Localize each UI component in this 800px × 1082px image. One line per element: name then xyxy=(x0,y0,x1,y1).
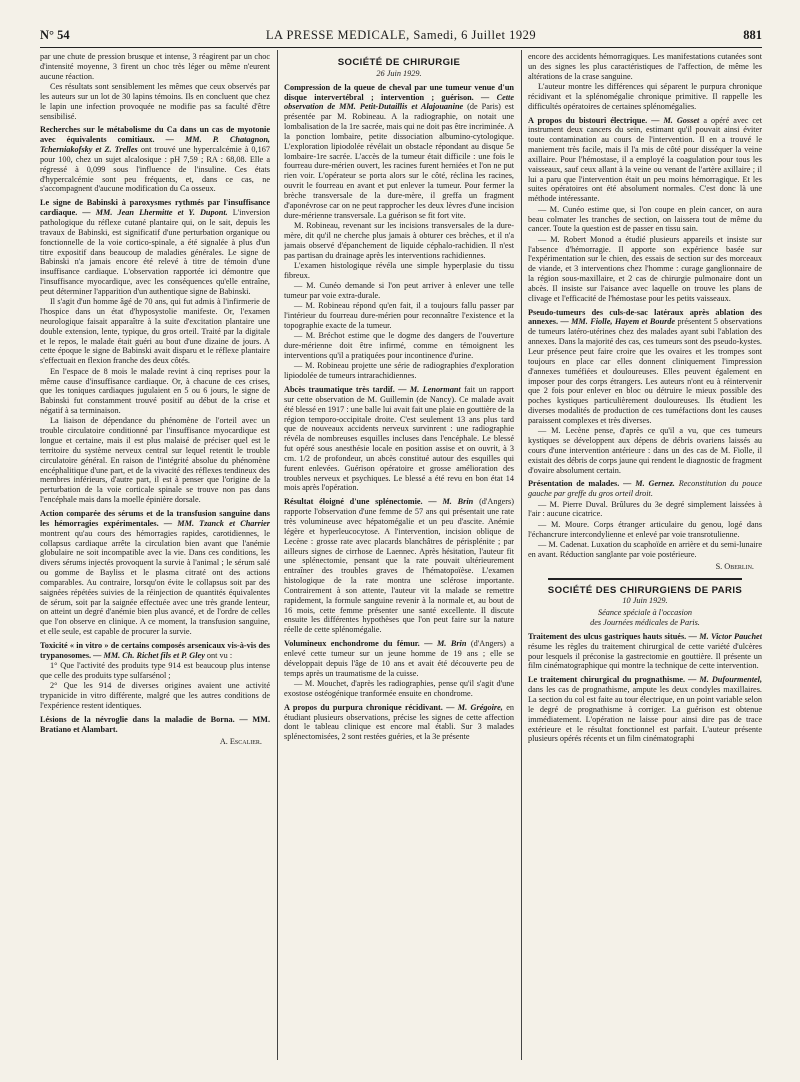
paragraph: — M. Cadenat. Luxation du scaphoïde en arrière et du semi-lunaire en avant. Réduction sanglante par voie postérieure. xyxy=(528,540,762,559)
article-prognathisme xyxy=(528,675,762,744)
article-authors: — MM. Fiolle, Hayem et Bourde xyxy=(560,317,676,327)
paragraph: Il s'agit d'un homme âgé de 70 ans, qui fut admis à l'infirmerie de l'hospice dans un état d'hyposystolie manifeste. Or, l'examen neurologique faisait apparaître à la suite d'excitation plantaire une double extension, lente, typique, du gros orteil. Traité par la digitale et le repos, le malade était guéri au bout d'une dizaine de jours. A cette époque le signe de Babinski avait disparu et le réflexe plantaire s'effectuait en flexion franche des deux côtés. xyxy=(40,297,270,366)
article-text: L'inversion pathologique du réflexe cutané plantaire qui, on le sait, depuis les travaux de Babinski, est significatif d'une perturbation organique ou fonctionnelle de la voie cortico-spinale, a été signalée à plus d'un titre expositif dans beaucoup de maladies générales. Le signe de Babinski n'a jamais encore été relevé à titre de témoin d'une insuffisance cardiaque. L'observation rapportée ici démontre que l'insuffisance myocardique, avec les conséquences qu'elle entraîne, peut déterminer l'apparition d'un authentique signe de Babinski. xyxy=(40,208,270,296)
article-title: Compression de la queue de cheval par une tumeur venue d'un disque intervertébral ; intervention ; guérison. xyxy=(284,82,514,102)
paragraph: — M. Robert Monod a étudié plusieurs appareils et insiste sur l'absence d'hémorragie. Il apporte son expérience basée sur l'expérimentation sur le chien, des essais de section sur des morceaux de viande, et 3 interventions chez l'homme : curage ganglionnaire de la région sous-maxillaire, et 2 cas de chirurgie pulmonaire dont un abcès. Il insiste sur l'aisance avec laquelle on trouve les plans de clivage et l'efficacité de l'hémostase pour les petits vaisseaux. xyxy=(528,234,762,303)
column-1 xyxy=(40,52,270,1062)
article-text: (de Paris) est présentée par M. Robineau. A la radiographie, on notait une lombalisation de la 1re sacrée, mais qui ne doit pas être incriminée. A la ponction lombaire, petite dissociation albumino-cytologique. L'exploration lipiodolée révélait un obstacle répondant au disque 5e lombaire-1re sacrée. L'accès de la tumeur était difficile : une fois le fourreau dure-mérien ouvert, les racines furent herniées et l'on ne put rien voir. L'opérateur se porta alors sur le côté, réclina les racines, ouvrit le fourreau en avant et put enlever la tumeur. Pour fermer la brèche transversale de la dure-mère, il greffa un fragment d'aponévrose car on ne peut rapprocher les deux lèvres d'une incision dure-mérienne transversale. La guérison se fit fort vite. xyxy=(284,102,514,220)
page-header xyxy=(40,28,762,44)
session-subtitle: des Journées médicales de Paris. xyxy=(590,618,700,628)
article-title: A propos du purpura chronique récidivant. xyxy=(284,702,443,712)
page-number: 881 xyxy=(743,28,762,42)
issue-number: N° 54 xyxy=(40,28,70,42)
session-date: 26 Juin 1929. xyxy=(376,68,422,78)
paragraph: — M. Cunéo estime que, si l'on coupe en plein cancer, on aura beau colmater les tranches de section, on laissera tout de même du cancer. Toute la question est de passer en tissu sain. xyxy=(528,204,762,234)
article-text: présentent 5 observations de tumeurs latéro-utérines chez des malades ayant subi l'ablation des annexes. Dans la majorité des cas, ces tumeurs sont des pseudo-kystes. Leur présence peut faire croire que les ovaires et les trompes sont toujours en place car elles donnent cliniquement l'impression d'annexes tuméfiées et douloureuses. Elles peuvent également en imposer pour des corps étrangers. Les auteurs n'ont eu à réintervenir que 2 fois pour enlever en bloc ou détruire le mieux possible des poches kystiques particulièrement douloureuses. Ils étudient les diverses modalités de production de ces tuméfactions dont les causes paraissent complexes et très diverses. xyxy=(528,317,762,425)
article-title: Toxicité « in vitro » de certains composés arsenicaux vis-à-vis des trypanosomes. xyxy=(40,640,270,660)
article-abces xyxy=(284,385,514,493)
article-title: Le traitement chirurgical du prognathisme. xyxy=(528,675,686,685)
article-authors: — MM. Bratiano et Alambart. xyxy=(40,714,270,734)
article-authors: — MM. Tzanck et Charrier xyxy=(163,518,270,528)
society-heading: SOCIÉTÉ DES CHIRURGIENS DE PARIS xyxy=(547,584,743,596)
article-authors: — M. Victor Pauchet xyxy=(688,631,762,641)
section-divider xyxy=(548,578,742,580)
article-toxicite xyxy=(40,641,270,661)
paragraph: — M. Robineau répond qu'en fait, il a toujours fallu passer par l'intérieur du fourreau dure-mérien pour reconnaître l'existence et la topographie exacte de la tumeur. xyxy=(284,301,514,330)
paragraph: — M. Cunéo demande si l'on peut arriver à enlever une telle tumeur par voie extra-durale. xyxy=(284,281,514,300)
article-bistouri xyxy=(528,116,762,205)
list-item: 1° Que l'activité des produits type 914 est beaucoup plus intense que celle des produits type sulfarsénol ; xyxy=(40,661,270,680)
article-text: dans les cas de prognathisme, ampute les deux condyles maxillaires. La section du col est faite au tour électrique, en un point variable selon le degré de prognathisme à corriger. La guérison est obtenue immédiatement. L'opération ne laisse pour ainsi dire pas de trace extérieure et le résultat fonctionnel est parfait. L'auteur présente plusieurs opérés récents et un film cinématographi xyxy=(528,685,762,744)
article-authors: — M. Dufourmentel, xyxy=(688,675,762,685)
article-ulcus xyxy=(528,632,762,671)
article-babinski xyxy=(40,198,270,296)
session-date: 10 Juin 1929. xyxy=(622,596,668,606)
article-authors: — M. Gernez. xyxy=(623,479,675,489)
article-purpura xyxy=(284,703,514,742)
article-text: fait un rapport sur cette observation de M. Guillemin (de Nancy). Ce malade avait été blessé en 1917 : une balle lui avait fait une plaie en gouttière de la région temporo-occipitale droite. C'est seulement 13 ans plus tard que de nouveaux accidents nerveux survinrent : une radiographie révéla de nombreuses esquilles incluses dans l'encéphale. Le blessé fut opéré sous anesthésie locale en position assise et on ouvrit, à 3 cm. 1/2 de profondeur, un abcès constitué autour des esquilles qui furent enlevées. Guérison opératoire et grosse amélioration des troubles nerveux et psychiques. Le blessé a été revu en bon état 14 mois après l'opération. xyxy=(284,385,514,493)
article-text: ont trouvé une hypercalcémie à 0,167 pour 100, chez un sujet alcalosique : pH 7,59 ; RA : 68,08. Elle a régressé à 0,099 sous l'influence de l'insuline. Ces états d'hypercalcémie sont peu fréquents, et, dans ce cas, ne s'accompagnent d'aucune modification du Ca osseux. xyxy=(40,145,270,194)
article-title: Volumineux enchondrome du fémur. xyxy=(284,639,420,649)
paragraph: — M. Mouchet, d'après les radiographies, pense qu'il s'agit d'une exostose ostéogénique tranformée ensuite en chondrome. xyxy=(284,678,514,698)
article-authors: — MM. Jean Lhermitte et Y. Dupont. xyxy=(82,208,228,218)
article-title: Présentation de malades. xyxy=(528,479,620,489)
article-text: résume les règles du traitement chirurgical de cette variété d'ulcères pour lesquels il préconise la gastrectomie en gouttière. Il présente un film cinématographique qui montre la technique de cette intervention. xyxy=(528,641,762,671)
article-serums xyxy=(40,509,270,637)
article-calcium xyxy=(40,125,270,194)
article-title: Abcès traumatique très tardif. xyxy=(284,385,395,394)
paragraph: — M. Robineau projette une série de radiographies d'exploration lipiodolée de tumeurs intrarachidiennes. xyxy=(284,361,514,381)
article-title: Résultat éloigné d'une splénectomie. xyxy=(284,497,423,507)
paragraph: Ces résultats sont sensiblement les mêmes que ceux observés par les auteurs sur un lot de 30 lapins témoins. Ils en concluent que chez le lapin une infection provoquée ne modifie pas sa faculté d'être sensibilisé. xyxy=(40,82,270,121)
journal-title: LA PRESSE MEDICALE, Samedi, 6 Juillet 1929 xyxy=(265,28,537,42)
article-title: Lésions de la névroglie dans la maladie de Borna. xyxy=(40,714,235,724)
article-text: (d'Angers) a enlevé cette tumeur sur un jeune homme de 19 ans ; elle se développait depuis l'âge de 10 ans et avait été découverte peu de temps après un traumatisme de la cuisse. xyxy=(284,639,514,678)
article-text: (d'Angers) rapporte l'observation d'une femme de 57 ans qui présentait une rate très volumineuse avec hépatomégalie et un peu d'ascite. Anémie légère et hyperleucocytose. A l'intervention, incision oblique de Lecène : grosse rate avec placards blanchâtres de périsplénite ; par ailleurs signes de cirrhose de Laennec. Après hésitation, l'auteur fit une splénectomie, pensant que la rate pouvait ultérieurement entraîner des troubles graves de l'hématopoïèse. L'examen histologique de la rate montra une sclérose importante. Contrairement à son attente, l'auteur vit la malade se remettre rapidement, la formule sanguine revenir à la normale et, au bout de 16 mois, cette femme présenter une santé excellente. Il discute ensuite les différentes hypothèses que l'on peut faire sur la nature réelle de cette splénomégalie. xyxy=(284,497,514,635)
article-queue-cheval xyxy=(284,83,514,221)
paragraph: En l'espace de 8 mois le malade revint à cinq reprises pour la même cause d'insuffisance cardiaque. Or, à chacune de ces crises, que les toniques cardiaques jugulaient en 5 ou 6 jours, le signe de Babinski fut constamment trouvé positif au début de la crise et négatif à sa terminaison. xyxy=(40,366,270,416)
article-presentation xyxy=(528,479,762,499)
paragraph: — M. Pierre Duval. Brûlures du 3e degré simplement laissées à l'air : aucune cicatrice. xyxy=(528,499,762,519)
article-enchondrome xyxy=(284,639,514,678)
paragraph: L'examen histologique révéla une simple hyperplasie du tissu fibreux. xyxy=(284,260,514,280)
article-title: Le signe de Babinski à paroxysmes rythmés par l'insuffisance cardiaque. xyxy=(40,198,270,218)
list-item: 2° Que les 914 de diverses origines avaient une activité trypanicide in vitro différente, malgré que les autres conditions de l'expérience restent identiques. xyxy=(40,681,270,710)
article-title: Pseudo-tumeurs des culs-de-sac latéraux après ablation des annexes. xyxy=(528,307,762,327)
article-authors: — Cette observation de MM. Petit-Dutaillis et Alajouanine xyxy=(284,92,514,112)
society-heading: SOCIÉTÉ DE CHIRURGIE xyxy=(337,57,461,68)
article-text: en étudiant plusieurs observations, précise les signes de cette affection dont le tableau clinique est encore mal établi. Sur 3 malades splénectomisées, 2 sont restées guéries, et la 3e présente xyxy=(284,702,514,742)
column-3 xyxy=(528,52,762,1062)
paragraph: La liaison de dépendance du phénomène de l'orteil avec un trouble circulatoire conditionné par l'insuffisance myocardique est longue et certaine, mais il est plus malaisé de préciser quel est le territoire du système nerveux central sur lequel retentit le trouble circulatoire général. En raison de l'intégrité absolue du phénomène encéphalitique d'une part, et de la vivacité des réflexes tendineux des membres inférieurs, d'autre part, il est à penser que l'origine de la perturbation de la voie corticale spinale se trouve non pas dans l'encéphale mais dans la moelle épinière dorsale. xyxy=(40,416,270,505)
column-2 xyxy=(284,52,514,1062)
article-text: ont vu : xyxy=(206,650,233,660)
article-nevroglie xyxy=(40,715,270,735)
article-authors: — M. Brin xyxy=(424,639,467,649)
article-text: a opéré avec cet instrument deux cancers du sein, estimant qu'il pouvait ainsi éviter toute contamination au cours de l'intervention. Il en a trouvé le maniement très facile, mais il l'a mis de côté pour disséquer la veine axillaire. Pour l'hémostase, il a employé la coagulation pour tous les vaisseaux, sauf ceux allant à la veine ou venant de l'artère axillaire ; il lui a paru que l'intervention était un peu moins hémorragique. Et les suites opératoires ont été absolument normales. C'est donc là une méthode intéressante. xyxy=(528,115,762,204)
paragraph: — M. Moure. Corps étranger articulaire du genou, logé dans l'échancrure intercondylienne et enlevé par voie transrotulienne. xyxy=(528,519,762,539)
article-authors: — M. Gosset xyxy=(651,115,700,125)
header-rule xyxy=(40,47,762,48)
article-authors: — M. Grégoire, xyxy=(446,702,503,712)
article-title: Recherches sur le métabolisme du Ca dans un cas de myotonie avec équivalents comitiaux. xyxy=(40,125,270,145)
article-pseudo-tumeurs xyxy=(528,308,762,426)
article-title: A propos du bistouri électrique. xyxy=(528,115,648,125)
session-subtitle: Séance spéciale à l'occasion xyxy=(597,608,693,618)
article-authors: — M. Brin xyxy=(428,497,474,507)
signature: A. Escalier. xyxy=(219,736,262,746)
article-splenectomie xyxy=(284,497,514,635)
column-rule-1 xyxy=(277,50,278,1060)
signature: S. Oberlin. xyxy=(715,561,754,571)
article-authors: — M. Lenormant xyxy=(398,385,461,394)
paragraph: L'auteur montre les différences qui séparent le purpura chronique récidivant et la splénomégalie chronique primitive. Il rappelle les difficultés opératoires de certaines splénomégalies. xyxy=(528,82,762,111)
paragraph: — M. Lecène pense, d'après ce qu'il a vu, que ces tumeurs kystiques se développent aux dépens de débris ovariens laissés au cours d'une intervention antérieure : dans un des cas de M. Fiolle, il existait des débris de corps jaune qui rendent le diagnostic de fragment d'ovaire absolument certain. xyxy=(528,426,762,475)
paragraph: par une chute de pression brusque et intense, 3 réagirent par un choc d'intensité moyenne, 3 firent un choc très léger ou même n'eurent aucune réaction. xyxy=(40,52,270,81)
paragraph: — M. Bréchot estime que le dogme des dangers de l'ouverture dure-mérienne doit être infirmé, comme en témoignent les interventions qu'il a pratiquées pour incontinence d'urine. xyxy=(284,331,514,360)
article-authors: — MM. P. Chatagnon, Tcherniakofsky et Z. Trelles xyxy=(40,135,270,155)
article-text: montrent qu'au cours des hémorragies rapides, carotidiennes, le collapsus cardiaque arrête la circulation bien avant que l'anémie globulaire ne soit incompatible avec la vie. Dans ces conditions, les divers sérums injectés provoquent la survie à l'animal ; le sérum salé ou gomme de Bayliss et le plasma citraté ont des actions comparables. Au contraire, lorsqu'on évite le collapsus soit par des saignées répétées suivies de la réinjection de quantités équivalentes de sérum, soit par la saignée effectuée avec une très grande lenteur, on atteint un degré d'anémie bien plus avancé, et de l'ordre de celles que l'on observe en clinique. A ce moment, la transfusion sanguine, et elle seule, est capable de procurer la survie. xyxy=(40,528,270,637)
column-rule-2 xyxy=(521,50,522,1060)
article-title: Traitement des ulcus gastriques hauts situés. xyxy=(528,631,687,641)
paragraph: M. Robineau, revenant sur les incisions transversales de la dure-mère, dit qu'il ne cherche plus jamais à obturer ces brèches, et il n'a jamais observé d'épanchement de liquide céphalo-rachidien. Il n'est pas partisan du drainage après les interventions rachidiennes. xyxy=(284,221,514,260)
article-authors: — MM. Ch. Richet fils et P. Gley xyxy=(93,650,205,660)
article-text: Reconstitution du pouce gauche par greffe du gros orteil droit. xyxy=(528,479,762,499)
article-title: Action comparée des sérums et de la transfusion sanguine dans les hémorragies expérimentales. xyxy=(40,508,270,528)
paragraph: encore des accidents hémorragiques. Les manifestations cutanées sont un des signes les plus caractéristiques de l'affection, de même les altérations de la crase sanguine. xyxy=(528,52,762,81)
